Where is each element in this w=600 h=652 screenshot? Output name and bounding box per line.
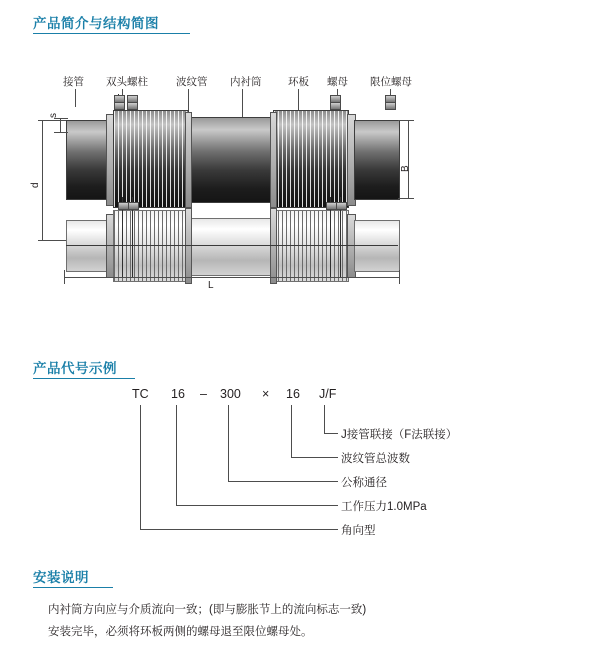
dim-s-bottom — [54, 132, 68, 133]
dim-label-d: d — [30, 182, 41, 188]
section-rule-structure — [33, 33, 190, 34]
leader-pipe — [75, 89, 76, 107]
code-desc-type: 角向型 — [341, 525, 376, 537]
upper-nut-left-3 — [127, 102, 138, 110]
code-leader-diameter-v — [228, 405, 229, 481]
code-token-pressure: 16 — [171, 387, 185, 401]
code-leader-pressure-h — [176, 505, 338, 506]
product-code-diagram — [110, 383, 530, 543]
install-note-line-2: 安装完毕，必须将环板两侧的螺母退至限位螺母处。 — [48, 626, 313, 638]
code-token-connection: J/F — [319, 387, 337, 401]
upper-nut-left-1 — [114, 102, 125, 110]
section-title-code: 产品代号示例 — [33, 361, 117, 376]
dim-d-top — [38, 120, 66, 121]
upper-ring-plate-left — [185, 112, 192, 208]
lower-right-pipe — [354, 220, 400, 272]
dim-label-L: L — [208, 280, 214, 291]
upper-right-pipe — [354, 120, 400, 200]
part-label-liner: 内衬筒 — [230, 76, 262, 88]
section-rule-code — [33, 378, 135, 379]
code-token-series: TC — [132, 387, 149, 401]
structure-diagram — [30, 62, 530, 297]
upper-left-bellows — [113, 110, 189, 208]
code-token-diameter: 300 — [220, 387, 241, 401]
dim-d-line — [42, 120, 43, 240]
dim-label-s: s — [48, 113, 59, 118]
upper-ring-plate — [270, 112, 277, 208]
upper-nut-right-2 — [330, 95, 341, 103]
code-desc-waves: 波纹管总波数 — [341, 453, 410, 465]
part-label-ring-plate: 环板 — [288, 76, 309, 88]
upper-nut-right-1 — [330, 102, 341, 110]
lower-right-bellows — [273, 210, 349, 282]
code-desc-pressure: 工作压力1.0MPa — [341, 501, 427, 513]
dim-B-line — [408, 120, 409, 198]
section-title-install: 安装说明 — [33, 570, 89, 585]
install-note-line-1: 内衬筒方向应与介质流向一致；(即与膨胀节上的流向标志一致) — [48, 604, 367, 616]
part-label-pipe: 接管 — [63, 76, 84, 88]
code-token-waves: 16 — [286, 387, 300, 401]
upper-right-bellows — [273, 110, 349, 208]
code-leader-connection-v — [324, 405, 325, 433]
upper-center-liner — [187, 117, 275, 203]
dim-d-bottom — [38, 240, 66, 241]
dim-label-B: B — [400, 165, 411, 172]
code-leader-connection-h — [324, 433, 338, 434]
lower-ring-plate — [270, 208, 277, 284]
dim-s-top — [54, 118, 68, 119]
dim-L-right — [399, 270, 400, 284]
part-label-limit-nut: 限位螺母 — [370, 76, 412, 88]
code-token-dash: – — [200, 387, 207, 401]
upper-nut-right-4 — [385, 95, 396, 103]
part-label-double-stud: 双头螺柱 — [106, 76, 148, 88]
dim-B-top — [398, 120, 414, 121]
code-leader-pressure-v — [176, 405, 177, 505]
lower-center-liner — [187, 218, 275, 276]
code-leader-waves-h — [291, 457, 338, 458]
lower-left-bellows — [113, 210, 189, 282]
lower-centerline — [66, 245, 398, 246]
dim-B-bottom — [398, 198, 414, 199]
code-desc-diameter: 公称通径 — [341, 477, 387, 489]
code-leader-type-h — [140, 529, 338, 530]
code-token-times: × — [262, 387, 270, 401]
lower-left-pipe — [66, 220, 110, 272]
section-rule-install — [33, 587, 113, 588]
part-label-nut: 螺母 — [327, 76, 348, 88]
dim-L-line — [64, 277, 400, 278]
section-title-structure: 产品简介与结构简图 — [33, 16, 159, 31]
lower-nut-4 — [336, 202, 347, 210]
part-label-bellows: 波纹管 — [176, 76, 208, 88]
lower-ring-plate-left — [185, 208, 192, 284]
upper-nut-right-3 — [385, 102, 396, 110]
upper-nut-left-2 — [114, 95, 125, 103]
code-leader-waves-v — [291, 405, 292, 457]
lower-nut-2 — [128, 202, 139, 210]
upper-nut-left-4 — [127, 95, 138, 103]
upper-left-pipe — [66, 120, 110, 200]
code-leader-type-v — [140, 405, 141, 529]
dim-L-left — [64, 270, 65, 284]
code-desc-connection: J接管联接（F法联接） — [341, 429, 458, 441]
code-leader-diameter-h — [228, 481, 338, 482]
